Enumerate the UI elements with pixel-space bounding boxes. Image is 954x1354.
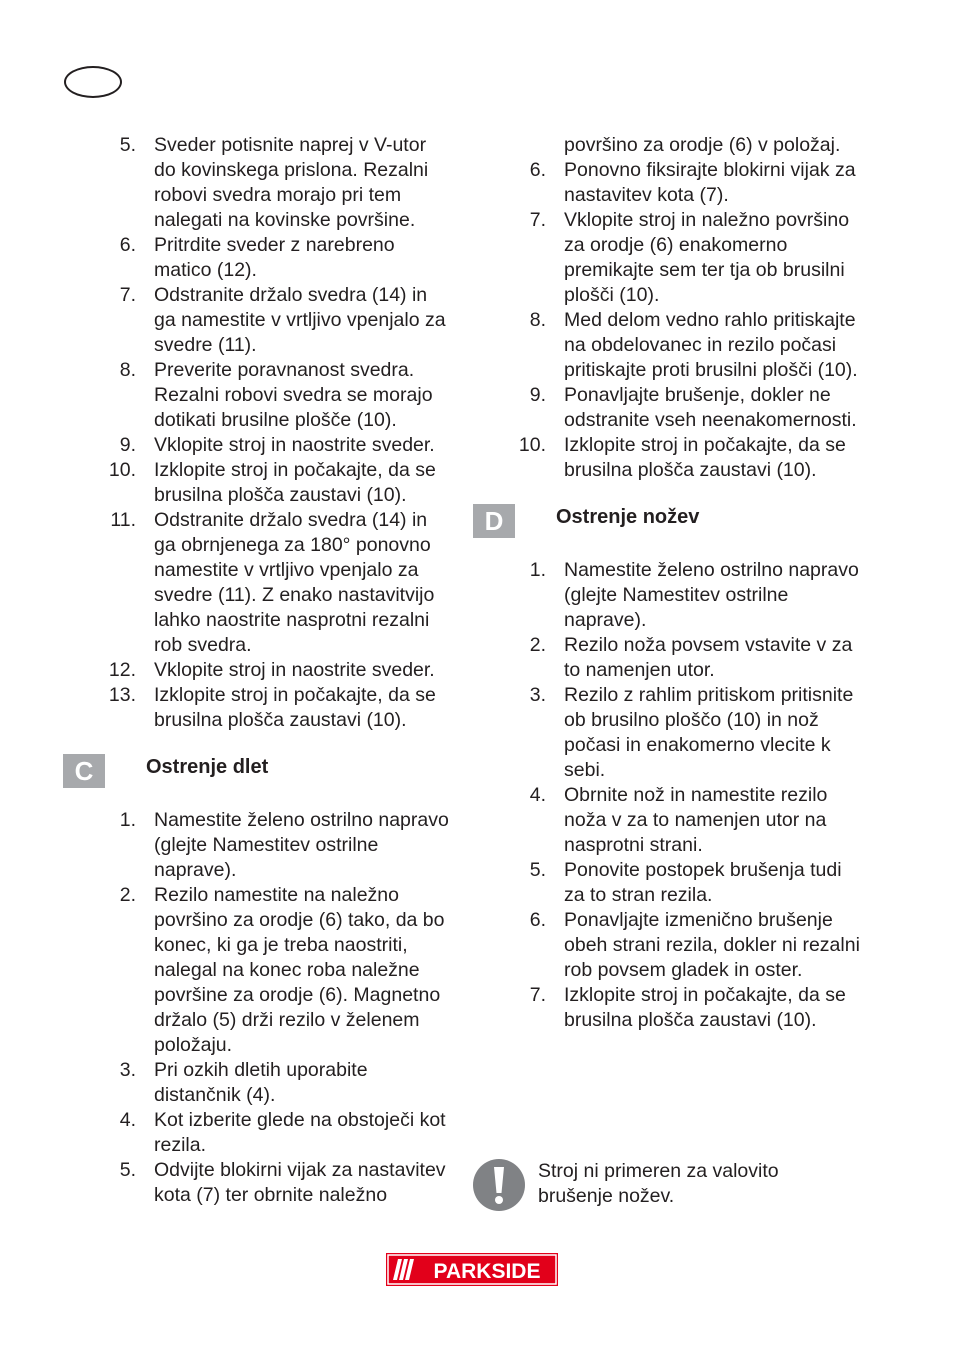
- step-text: Izklopite stroj in počakajte, da se brusilna plošča zaustavi (10).: [154, 684, 436, 731]
- section-d-title: Ostrenje nožev: [556, 506, 700, 528]
- list-item: [510, 308, 860, 383]
- step-number: 8.: [529, 309, 546, 331]
- step-number: 2.: [529, 634, 546, 656]
- step-text: Rezilo z rahlim pritiskom pritisnite ob brusilno ploščo (10) in nož počasi in enakomerno vlecite k sebi.: [564, 684, 854, 781]
- step-text: Pri ozkih dletih uporabite distančnik (4).: [154, 1059, 368, 1106]
- chisel-steps: [100, 808, 450, 1208]
- list-item: [100, 1108, 450, 1158]
- list-item: [100, 883, 450, 1058]
- list-item: [510, 208, 860, 308]
- list-item: [100, 133, 450, 233]
- step-number: 4.: [529, 784, 546, 806]
- right-column: [484, 133, 860, 1033]
- step-text: Odstranite držalo svedra (14) in ga obrnjenega za 180° ponovno namestite v vrtljivo vpenjalo za svedre (11). Z enako nastavitvijo lahko naostrite nasprotni rezalni rob svedra.: [154, 509, 435, 656]
- list-item: [100, 808, 450, 883]
- step-number: 11.: [110, 509, 136, 531]
- section-d-heading: [484, 506, 860, 536]
- step-text: Vklopite stroj in naležno površino za orodje (6) enakomerno premikajte sem ter tja ob brusilni plošči (10).: [564, 209, 850, 306]
- step-number: 6.: [529, 159, 546, 181]
- section-c-heading: [74, 756, 450, 786]
- list-item: [100, 433, 450, 458]
- list-item: [510, 783, 860, 858]
- drill-steps-continued: [100, 133, 450, 733]
- step-number: 5.: [529, 859, 546, 881]
- parkside-logo-text: PARKSIDE: [433, 1260, 541, 1283]
- step-text: Kot izberite glede na obstoječi kot rezila.: [154, 1109, 446, 1156]
- step-number: 3.: [529, 684, 546, 706]
- step-text: Preverite poravnanost svedra. Rezalni robovi svedra se morajo dotikati brusilne plošče (10).: [154, 359, 433, 431]
- section-d-badge: D: [473, 504, 515, 538]
- section-c-title: Ostrenje dlet: [146, 756, 269, 778]
- chisel-steps-continued: [510, 158, 860, 483]
- step-text: Izklopite stroj in počakajte, da se brusilna plošča zaustavi (10).: [564, 984, 846, 1031]
- warning-exclamation-icon: [472, 1158, 526, 1212]
- step-text: Ponavljajte izmenično brušenje obeh strani rezila, dokler ni rezalni rob povsem gladek in oster.: [564, 909, 860, 981]
- list-item: [100, 658, 450, 683]
- step-text: Ponovno fiksirajte blokirni vijak za nastavitev kota (7).: [564, 159, 856, 206]
- warning-note-text: Stroj ni primeren za valovito brušenje nožev.: [538, 1160, 779, 1207]
- list-item: [510, 908, 860, 983]
- step-text: Ponovite postopek brušenja tudi za to stran rezila.: [564, 859, 842, 906]
- step-number: 6.: [119, 234, 136, 256]
- list-item: [510, 158, 860, 208]
- list-item: [100, 1058, 450, 1108]
- step-text: Odstranite držalo svedra (14) in ga namestite v vrtljivo vpenjalo za svedre (11).: [154, 284, 446, 356]
- step-number: 7.: [529, 984, 546, 1006]
- list-item: [510, 858, 860, 908]
- step-number: 10.: [518, 434, 546, 456]
- left-column: [74, 133, 450, 1208]
- list-item: [510, 983, 860, 1033]
- knife-steps: [510, 558, 860, 1033]
- list-item: [100, 358, 450, 433]
- step-number: 8.: [119, 359, 136, 381]
- step-text: Namestite želeno ostrilno napravo (glejte Namestitev ostrilne naprave).: [154, 809, 449, 881]
- list-item: [510, 633, 860, 683]
- step-number: 7.: [529, 209, 546, 231]
- step-number: 9.: [529, 384, 546, 406]
- list-item: [510, 558, 860, 633]
- list-item: [510, 683, 860, 783]
- warning-note: [472, 1158, 862, 1214]
- step-text: Vklopite stroj in naostrite sveder.: [154, 659, 435, 681]
- step-number: 10.: [108, 459, 136, 481]
- step-text: Med delom vedno rahlo pritiskajte na obdelovanec in rezilo počasi pritiskajte proti brusilni plošči (10).: [564, 309, 858, 381]
- list-item: [100, 508, 450, 658]
- step-number: 12.: [108, 659, 136, 681]
- step-number: 2.: [119, 884, 136, 906]
- step-number: 9.: [119, 434, 136, 456]
- step-text: Sveder potisnite naprej v V-utor do kovinskega prislona. Rezalni robovi svedra morajo pri tem nalegati na kovinske površine.: [154, 134, 429, 231]
- step-number: 5.: [119, 1159, 136, 1181]
- step-number: 3.: [119, 1059, 136, 1081]
- step-text: Izklopite stroj in počakajte, da se brusilna plošča zaustavi (10).: [154, 459, 436, 506]
- step-number: 1.: [529, 559, 546, 581]
- step-text: Vklopite stroj in naostrite sveder.: [154, 434, 435, 456]
- step-number: 4.: [119, 1109, 136, 1131]
- list-item: [100, 458, 450, 508]
- step-number: 7.: [119, 284, 136, 306]
- step-number: 6.: [529, 909, 546, 931]
- section-c-badge: C: [63, 754, 105, 788]
- step-text: Namestite želeno ostrilno napravo (glejte Namestitev ostrilne naprave).: [564, 559, 859, 631]
- step-text: Odvijte blokirni vijak za nastavitev kota (7) ter obrnite naležno: [154, 1159, 446, 1206]
- step-text: Izklopite stroj in počakajte, da se brusilna plošča zaustavi (10).: [564, 434, 846, 481]
- step-number: 5.: [119, 134, 136, 156]
- continuation-text: površino za orodje (6) v položaj.: [564, 134, 841, 156]
- list-item: [510, 433, 860, 483]
- parkside-logo: [386, 1253, 558, 1286]
- step-text: Obrnite nož in namestite rezilo noža v za to namenjen utor na nasprotni strani.: [564, 784, 828, 856]
- list-item: [510, 383, 860, 433]
- step-text: Pritrdite sveder z narebreno matico (12).: [154, 234, 395, 281]
- list-item: [100, 683, 450, 733]
- step-text: Rezilo namestite na naležno površino za orodje (6) tako, da bo konec, ki ga je treba naostriti, nalegal na konec roba naležne površine za orodje (6). Magnetno držalo (5) drži rezilo v želenem položaju.: [154, 884, 445, 1056]
- list-item: [100, 283, 450, 358]
- list-item: [100, 233, 450, 283]
- step-number: 13.: [108, 684, 136, 706]
- language-badge: [64, 66, 122, 98]
- step-number: 1.: [119, 809, 136, 831]
- step-text: Rezilo noža povsem vstavite v za to namenjen utor.: [564, 634, 853, 681]
- step-text: Ponavljajte brušenje, dokler ne odstranite vseh neenakomernosti.: [564, 384, 857, 431]
- list-item: [100, 1158, 450, 1208]
